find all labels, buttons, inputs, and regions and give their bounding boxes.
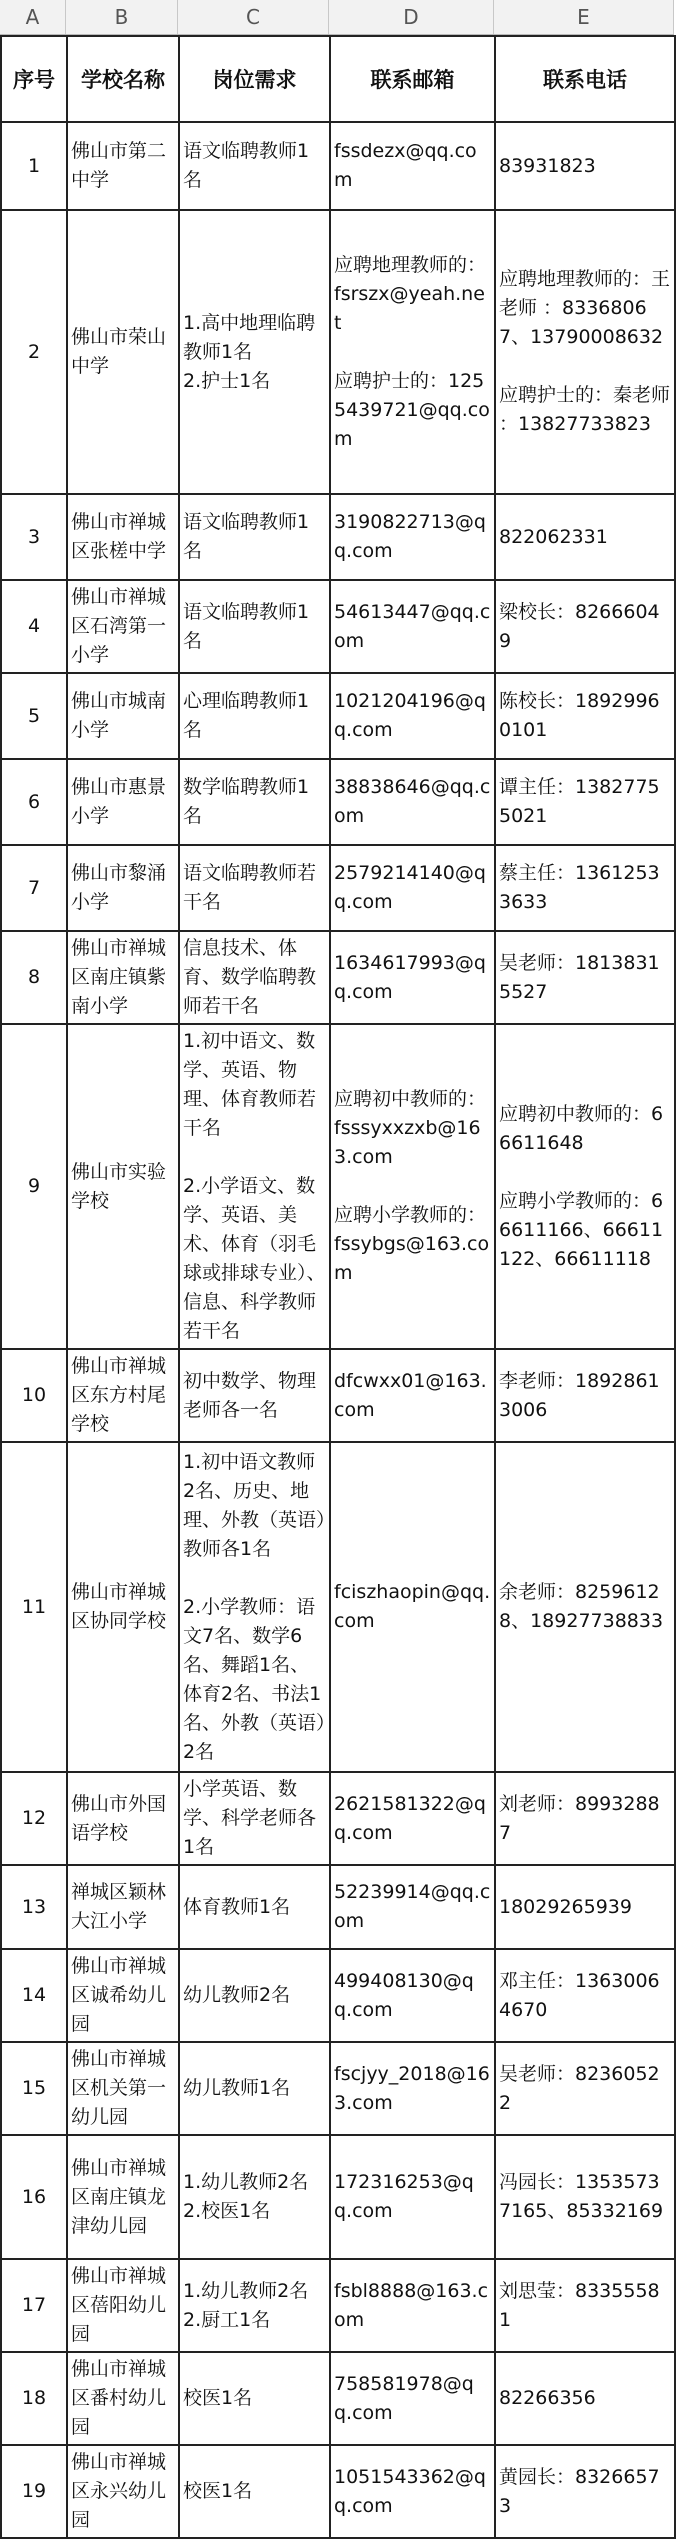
cell-no[interactable]: 11 xyxy=(1,1442,67,1772)
cell-school[interactable]: 佛山市城南小学 xyxy=(67,673,179,759)
table-row xyxy=(1,122,675,210)
cell-no[interactable]: 6 xyxy=(1,759,67,845)
table-row xyxy=(1,494,675,580)
cell-no[interactable]: 16 xyxy=(1,2135,67,2259)
cell-school[interactable]: 佛山市禅城区南庄镇紫南小学 xyxy=(67,931,179,1024)
cell-email[interactable]: 52239914@qq.com xyxy=(330,1865,495,1949)
cell-phone[interactable]: 吴老师：82360522 xyxy=(495,2042,675,2135)
cell-positions[interactable]: 初中数学、物理老师各一名 xyxy=(179,1349,330,1442)
cell-positions[interactable]: 心理临聘教师1名 xyxy=(179,673,330,759)
cell-email[interactable]: fssdezx@qq.com xyxy=(330,122,495,210)
cell-phone[interactable]: 822062331 xyxy=(495,494,675,580)
cell-positions[interactable]: 信息技术、体育、数学临聘教师若干名 xyxy=(179,931,330,1024)
table-row xyxy=(1,210,675,494)
cell-email[interactable]: 2579214140@qq.com xyxy=(330,845,495,931)
cell-phone[interactable]: 谭主任：13827755021 xyxy=(495,759,675,845)
column-letter-b[interactable]: B xyxy=(66,0,178,34)
table-row xyxy=(1,2445,675,2538)
cell-positions[interactable]: 语文临聘教师若干名 xyxy=(179,845,330,931)
table-row xyxy=(1,1349,675,1442)
cell-phone[interactable]: 李老师：18928613006 xyxy=(495,1349,675,1442)
cell-email[interactable]: 2621581322@qq.com xyxy=(330,1772,495,1865)
cell-phone[interactable]: 蔡主任：13612533633 xyxy=(495,845,675,931)
cell-school[interactable]: 佛山市禅城区南庄镇龙津幼儿园 xyxy=(67,2135,179,2259)
cell-phone[interactable]: 冯园长：13535737165、85332169 xyxy=(495,2135,675,2259)
cell-positions[interactable]: 1.初中语文教师2名、历史、地理、外教（英语）教师各1名 2.小学教师：语文7名、数学6名、舞蹈1名、体育2名、书法1名、外教（英语）2名 xyxy=(179,1442,330,1772)
table-row xyxy=(1,2135,675,2259)
cell-no[interactable]: 7 xyxy=(1,845,67,931)
table-row xyxy=(1,673,675,759)
cell-positions[interactable]: 校医1名 xyxy=(179,2352,330,2445)
table-row xyxy=(1,1865,675,1949)
cell-no[interactable]: 12 xyxy=(1,1772,67,1865)
cell-no[interactable]: 17 xyxy=(1,2259,67,2352)
cell-school[interactable]: 佛山市禅城区番村幼儿园 xyxy=(67,2352,179,2445)
table-row xyxy=(1,845,675,931)
cell-phone[interactable]: 刘老师：89932887 xyxy=(495,1772,675,1865)
cell-no[interactable]: 10 xyxy=(1,1349,67,1442)
cell-email[interactable]: 应聘地理教师的：fsrszx@yeah.net 应聘护士的：1255439721@qq.com xyxy=(330,210,495,494)
table-row xyxy=(1,1024,675,1349)
cell-positions[interactable]: 数学临聘教师1名 xyxy=(179,759,330,845)
cell-no[interactable]: 1 xyxy=(1,122,67,210)
header-no[interactable]: 序号 xyxy=(1,36,67,122)
cell-phone[interactable]: 吴老师：18138315527 xyxy=(495,931,675,1024)
cell-positions[interactable]: 语文临聘教师1名 xyxy=(179,580,330,673)
cell-phone[interactable]: 82266356 xyxy=(495,2352,675,2445)
cell-phone[interactable]: 刘思莹：83355581 xyxy=(495,2259,675,2352)
table-row xyxy=(1,1772,675,1865)
cell-email[interactable]: 1021204196@qq.com xyxy=(330,673,495,759)
cell-phone[interactable]: 陈校长：18929960101 xyxy=(495,673,675,759)
cell-no[interactable]: 4 xyxy=(1,580,67,673)
table-row xyxy=(1,2352,675,2445)
cell-email[interactable]: fscjyy_2018@163.com xyxy=(330,2042,495,2135)
cell-school[interactable]: 佛山市禅城区张槎中学 xyxy=(67,494,179,580)
cell-school[interactable]: 佛山市禅城区诚希幼儿园 xyxy=(67,1949,179,2042)
cell-email[interactable]: 3190822713@qq.com xyxy=(330,494,495,580)
cell-phone[interactable]: 18029265939 xyxy=(495,1865,675,1949)
cell-positions[interactable]: 1.初中语文、数学、英语、物理、体育教师若干名 2.小学语文、数学、英语、美术、体育（羽毛球或排球专业）、信息、科学教师若干名 xyxy=(179,1024,330,1349)
cell-phone[interactable]: 邓主任：13630064670 xyxy=(495,1949,675,2042)
cell-positions[interactable]: 幼儿教师1名 xyxy=(179,2042,330,2135)
column-letter-a[interactable]: A xyxy=(0,0,66,34)
cell-school[interactable]: 佛山市黎涌小学 xyxy=(67,845,179,931)
cell-no[interactable]: 2 xyxy=(1,210,67,494)
table-row xyxy=(1,931,675,1024)
column-letter-d[interactable]: D xyxy=(329,0,494,34)
cell-email[interactable]: 758581978@qq.com xyxy=(330,2352,495,2445)
cell-no[interactable]: 3 xyxy=(1,494,67,580)
cell-positions[interactable]: 幼儿教师2名 xyxy=(179,1949,330,2042)
header-positions[interactable]: 岗位需求 xyxy=(179,36,330,122)
cell-email[interactable]: 1051543362@qq.com xyxy=(330,2445,495,2538)
cell-school[interactable]: 佛山市禅城区机关第一幼儿园 xyxy=(67,2042,179,2135)
cell-school[interactable]: 佛山市禅城区协同学校 xyxy=(67,1442,179,1772)
cell-email[interactable]: fciszhaopin@qq.com xyxy=(330,1442,495,1772)
cell-email[interactable]: 172316253@qq.com xyxy=(330,2135,495,2259)
cell-positions[interactable]: 1.高中地理临聘教师1名 2.护士1名 xyxy=(179,210,330,494)
cell-email[interactable]: 1634617993@qq.com xyxy=(330,931,495,1024)
cell-positions[interactable]: 校医1名 xyxy=(179,2445,330,2538)
table-row xyxy=(1,2259,675,2352)
table-header-row xyxy=(1,36,675,122)
cell-positions[interactable]: 语文临聘教师1名 xyxy=(179,494,330,580)
cell-school[interactable]: 佛山市实验学校 xyxy=(67,1024,179,1349)
cell-no[interactable]: 8 xyxy=(1,931,67,1024)
table-row xyxy=(1,759,675,845)
cell-school[interactable]: 佛山市禅城区石湾第一小学 xyxy=(67,580,179,673)
cell-no[interactable]: 19 xyxy=(1,2445,67,2538)
cell-email[interactable]: 38838646@qq.com xyxy=(330,759,495,845)
cell-school[interactable]: 佛山市禅城区蓓阳幼儿园 xyxy=(67,2259,179,2352)
cell-positions[interactable]: 1.幼儿教师2名 2.厨工1名 xyxy=(179,2259,330,2352)
cell-school[interactable]: 佛山市荣山中学 xyxy=(67,210,179,494)
cell-no[interactable]: 18 xyxy=(1,2352,67,2445)
cell-email[interactable]: fsbl8888@163.com xyxy=(330,2259,495,2352)
cell-phone[interactable]: 梁校长：82666049 xyxy=(495,580,675,673)
cell-email[interactable]: 应聘初中教师的：fsssyxxzxb@163.com 应聘小学教师的：fssybgs@163.com xyxy=(330,1024,495,1349)
cell-email[interactable]: dfcwxx01@163.com xyxy=(330,1349,495,1442)
cell-phone[interactable]: 余老师：82596128、18927738833 xyxy=(495,1442,675,1772)
cell-no[interactable]: 15 xyxy=(1,2042,67,2135)
table-row xyxy=(1,1949,675,2042)
cell-no[interactable]: 14 xyxy=(1,1949,67,2042)
cell-no[interactable]: 13 xyxy=(1,1865,67,1949)
cell-school[interactable]: 禅城区颖林大江小学 xyxy=(67,1865,179,1949)
header-phone[interactable]: 联系电话 xyxy=(495,36,675,122)
cell-school[interactable]: 佛山市外国语学校 xyxy=(67,1772,179,1865)
cell-phone[interactable]: 应聘地理教师的：王老师 ：83368067、13790008632 应聘护士的：秦老师 ：13827733823 xyxy=(495,210,675,494)
table-row xyxy=(1,2042,675,2135)
cell-email[interactable]: 499408130@qq.com xyxy=(330,1949,495,2042)
cell-positions[interactable]: 1.幼儿教师2名 2.校医1名 xyxy=(179,2135,330,2259)
header-email[interactable]: 联系邮箱 xyxy=(330,36,495,122)
cell-positions[interactable]: 小学英语、数学、科学老师各1名 xyxy=(179,1772,330,1865)
column-header-bar xyxy=(0,0,674,35)
cell-school[interactable]: 佛山市第二中学 xyxy=(67,122,179,210)
header-school[interactable]: 学校名称 xyxy=(67,36,179,122)
cell-no[interactable]: 9 xyxy=(1,1024,67,1349)
cell-school[interactable]: 佛山市禅城区永兴幼儿园 xyxy=(67,2445,179,2538)
cell-phone[interactable]: 应聘初中教师的：66611648 应聘小学教师的：66611166、66611122、66611118 xyxy=(495,1024,675,1349)
cell-no[interactable]: 5 xyxy=(1,673,67,759)
column-letter-e[interactable]: E xyxy=(494,0,674,34)
cell-email[interactable]: 54613447@qq.com xyxy=(330,580,495,673)
cell-positions[interactable]: 语文临聘教师1名 xyxy=(179,122,330,210)
column-letter-c[interactable]: C xyxy=(178,0,329,34)
cell-school[interactable]: 佛山市惠景小学 xyxy=(67,759,179,845)
table-row xyxy=(1,580,675,673)
cell-school[interactable]: 佛山市禅城区东方村尾学校 xyxy=(67,1349,179,1442)
cell-phone[interactable]: 83931823 xyxy=(495,122,675,210)
cell-positions[interactable]: 体育教师1名 xyxy=(179,1865,330,1949)
recruitment-table xyxy=(0,35,676,2539)
cell-phone[interactable]: 黄园长：83266573 xyxy=(495,2445,675,2538)
table-row xyxy=(1,1442,675,1772)
